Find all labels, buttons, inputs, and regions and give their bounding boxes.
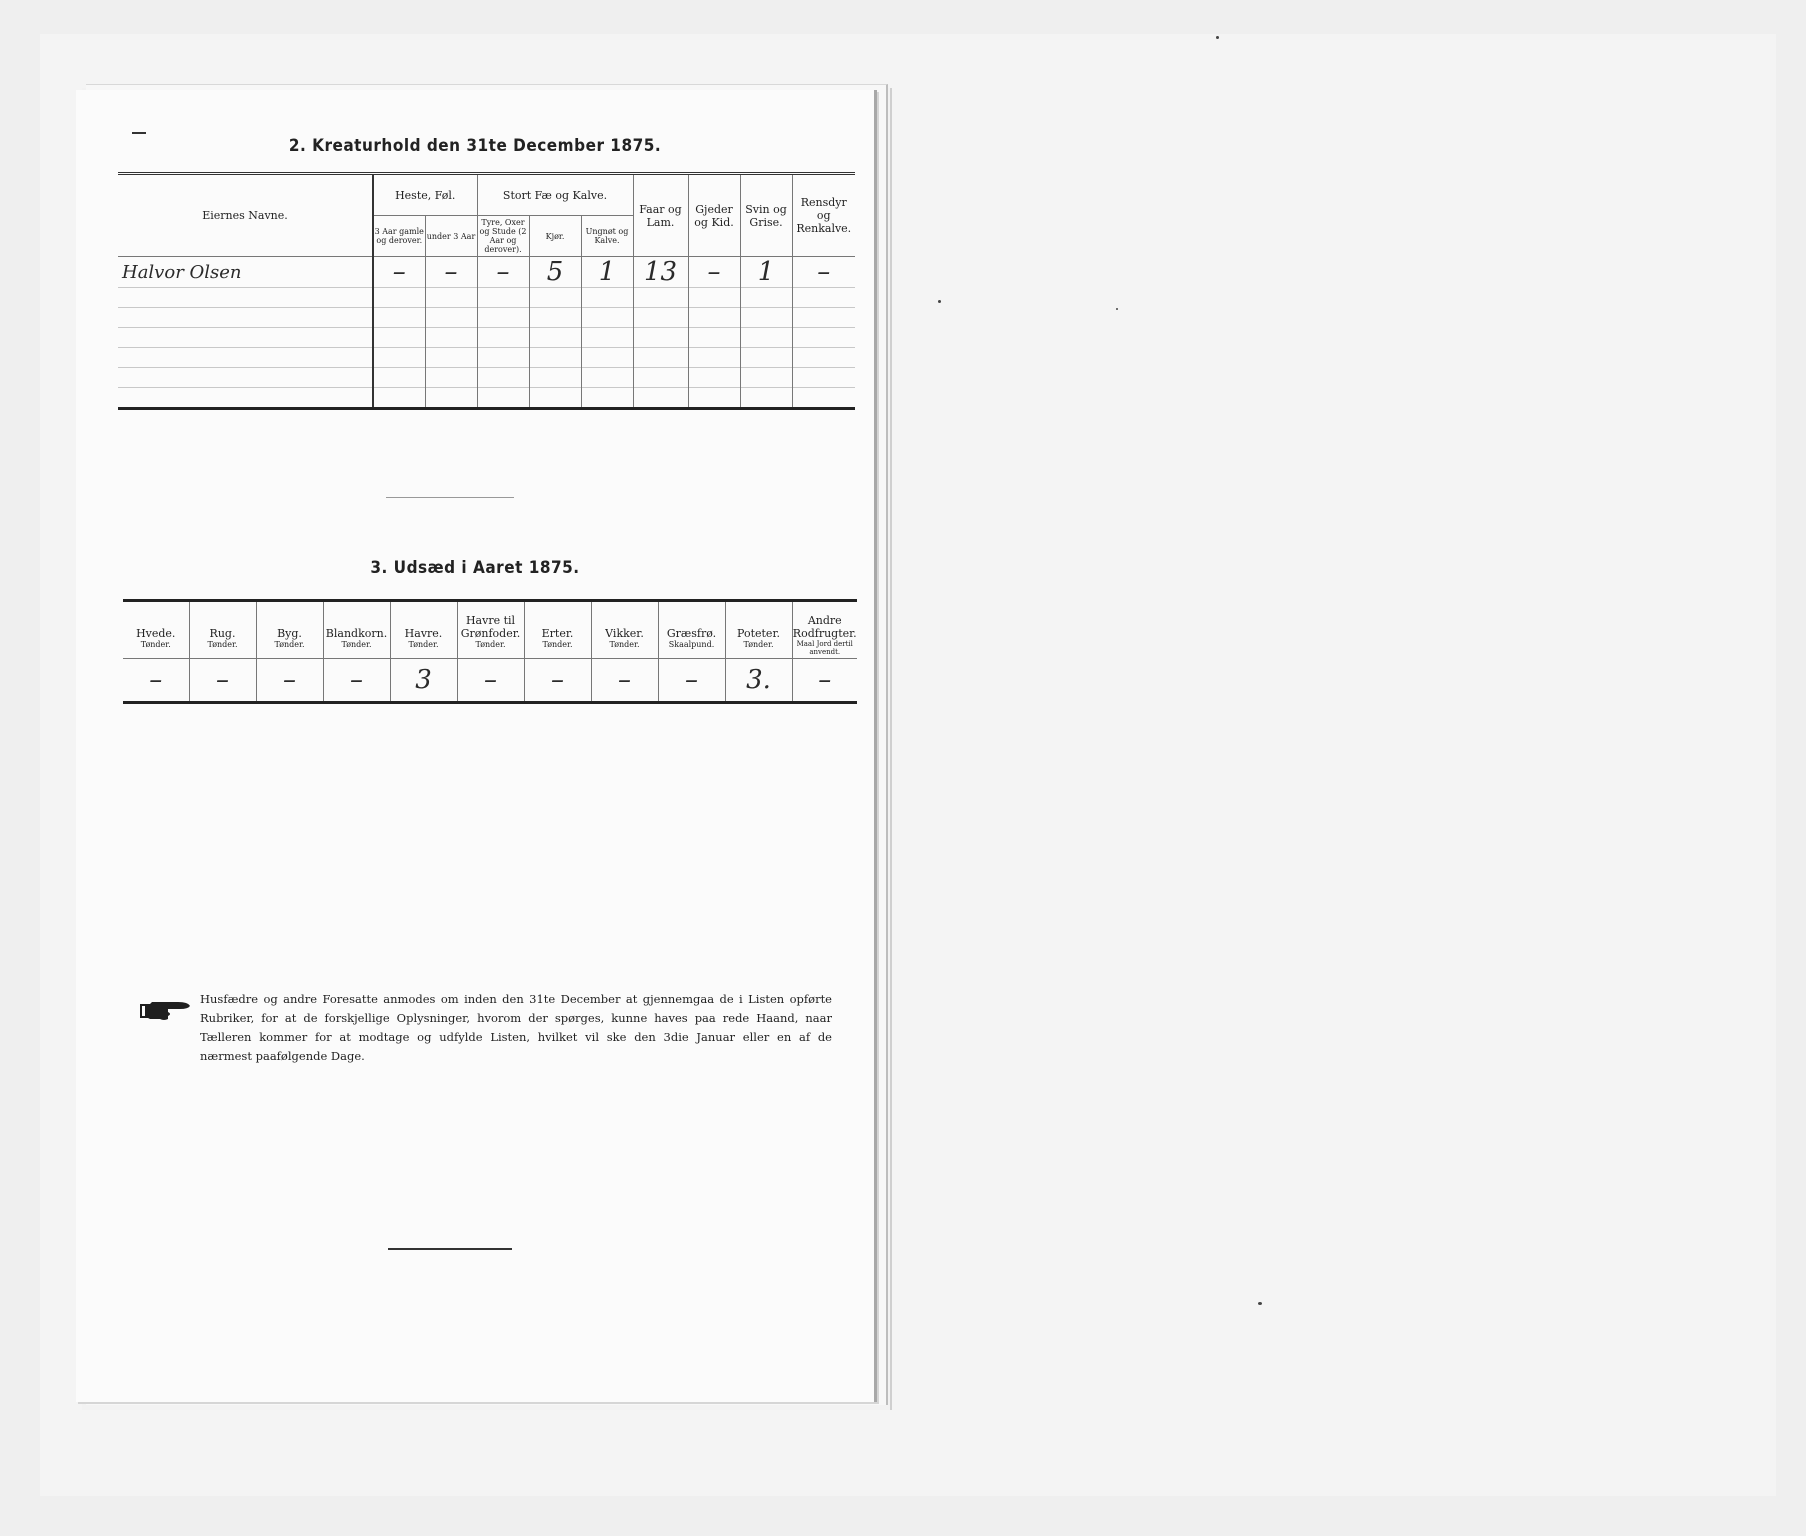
value-cell: – <box>323 659 390 703</box>
vetch-header: Vikker. <box>591 601 658 641</box>
scan-speck <box>1116 308 1118 310</box>
pigs-column-header: Svin og Grise. <box>740 174 792 257</box>
green-fodder-oats-header: Havre til Grønfoder. <box>457 601 524 641</box>
barley-header: Byg. <box>256 601 323 641</box>
unit-label: Tønder. <box>591 640 658 659</box>
instruction-notice <box>200 990 832 1066</box>
value-cell: 3. <box>725 659 792 703</box>
value-cell: – <box>688 257 740 288</box>
notice-line: Tælleren kommer for at modtage og udfylde Listen, hvilket vil ske den 3die Januar eller en af de <box>200 1030 832 1044</box>
value-cell: 13 <box>633 257 688 288</box>
scan-speck <box>1258 1302 1262 1305</box>
section-divider <box>386 497 514 498</box>
unit-label: Tønder. <box>323 640 390 659</box>
table-row <box>118 368 855 388</box>
seed-section-title: 3. Udsæd i Aaret 1875. <box>370 558 580 578</box>
sheep-column-header: Faar og Lam. <box>633 174 688 257</box>
seed-table <box>123 599 857 704</box>
grass-seed-header: Græsfrø. <box>658 601 725 641</box>
value-cell: – <box>189 659 256 703</box>
young-cattle-header: Ungnøt og Kalve. <box>581 216 633 257</box>
value-cell: – <box>477 257 529 288</box>
bulls-oxen-header: Tyre, Oxer og Stude (2 Aar og derover). <box>477 216 529 257</box>
value-cell: – <box>256 659 323 703</box>
unit-label: Skaalpund. <box>658 640 725 659</box>
table-row <box>118 328 855 348</box>
oats-header: Havre. <box>390 601 457 641</box>
reindeer-column-header: Rensdyr og Renkalve. <box>792 174 855 257</box>
census-form-page <box>76 90 877 1402</box>
owner-column-header: Eiernes Navne. <box>118 174 373 257</box>
mixed-grain-header: Blandkorn. <box>323 601 390 641</box>
notice-line: nærmest paafølgende Dage. <box>200 1049 365 1063</box>
unit-label: Tønder. <box>390 640 457 659</box>
other-roots-header: Andre Rodfrugter. <box>792 601 857 641</box>
table-row <box>123 659 857 703</box>
unit-label: Tønder. <box>189 640 256 659</box>
notice-line: Husfædre og andre Foresatte anmodes om inden den 31te December at gjennemgaa de i Listen opførte <box>200 992 832 1006</box>
value-cell: – <box>658 659 725 703</box>
pointing-hand-icon <box>138 998 194 1024</box>
scan-speck <box>938 300 941 303</box>
value-cell: – <box>792 659 857 703</box>
rye-header: Rug. <box>189 601 256 641</box>
potatoes-header: Poteter. <box>725 601 792 641</box>
unit-label: Maal Jord dertil anvendt. <box>792 640 857 659</box>
horses-adult-header: 3 Aar gamle og derover. <box>373 216 425 257</box>
horses-group-header: Heste, Føl. <box>373 174 477 216</box>
goats-column-header: Gjeder og Kid. <box>688 174 740 257</box>
table-row <box>118 257 855 288</box>
table-row <box>118 288 855 308</box>
table-row <box>118 388 855 409</box>
livestock-section-title: 2. Kreaturhold den 31te December 1875. <box>288 136 662 156</box>
wheat-header: Hvede. <box>123 601 189 641</box>
value-cell: 1 <box>581 257 633 288</box>
horses-young-header: under 3 Aar <box>425 216 477 257</box>
table-row <box>118 308 855 328</box>
closing-rule <box>388 1248 512 1250</box>
unit-label: Tønder. <box>457 640 524 659</box>
livestock-table <box>118 172 855 410</box>
value-cell: 3 <box>390 659 457 703</box>
value-cell: – <box>591 659 658 703</box>
unit-label: Tønder. <box>256 640 323 659</box>
cows-header: Kjør. <box>529 216 581 257</box>
scan-speck <box>1216 36 1219 39</box>
value-cell: – <box>792 257 855 288</box>
value-cell: 1 <box>740 257 792 288</box>
unit-label: Tønder. <box>524 640 591 659</box>
table-row <box>118 348 855 368</box>
value-cell: – <box>457 659 524 703</box>
value-cell: – <box>373 257 425 288</box>
value-cell: – <box>524 659 591 703</box>
value-cell: 5 <box>529 257 581 288</box>
owner-name-cell: Halvor Olsen <box>118 257 373 288</box>
cattle-group-header: Stort Fæ og Kalve. <box>477 174 633 216</box>
notice-line: Rubriker, for at de forskjellige Oplysninger, hvorom der spørges, kunne haves paa rede Haand, naar <box>200 1011 832 1025</box>
value-cell: – <box>123 659 189 703</box>
peas-header: Erter. <box>524 601 591 641</box>
unit-label: Tønder. <box>140 640 171 649</box>
value-cell: – <box>425 257 477 288</box>
unit-label: Tønder. <box>725 640 792 659</box>
corner-mark <box>132 132 146 134</box>
